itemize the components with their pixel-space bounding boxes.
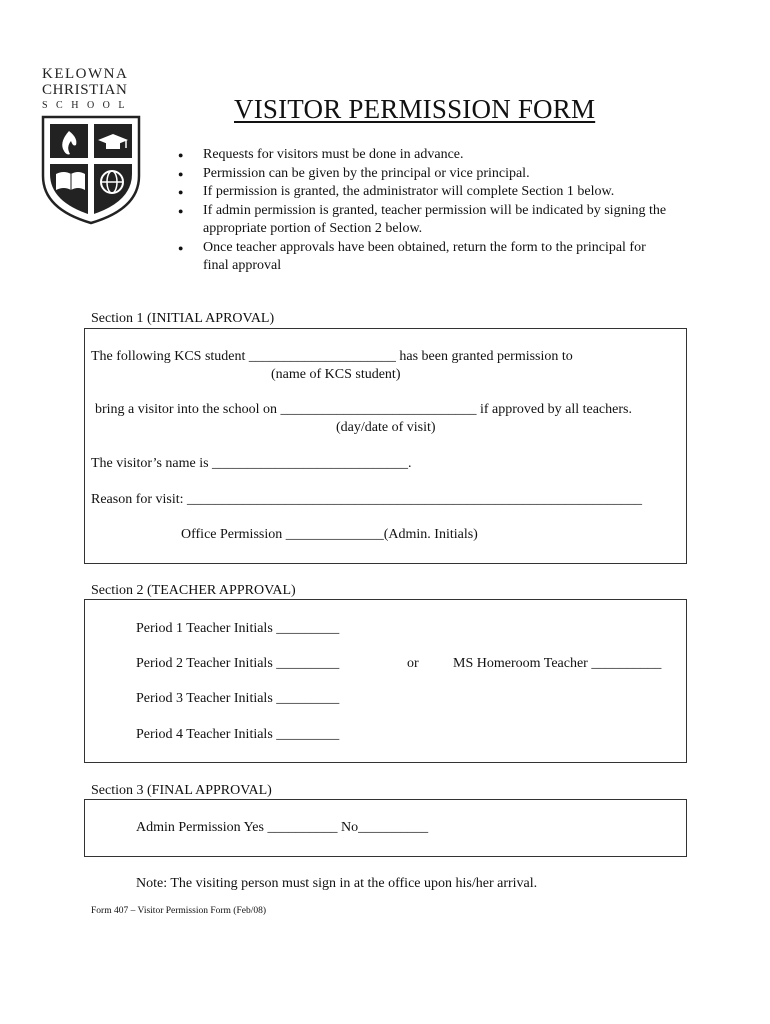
school-name-line1: KELOWNA: [42, 66, 129, 82]
instruction-item: ● If permission is granted, the administrator will complete Section 1 below.: [178, 183, 698, 202]
student-name-field[interactable]: The following KCS student _____________________ has been granted permission to: [91, 349, 573, 364]
ms-homeroom-field[interactable]: MS Homeroom Teacher __________: [453, 656, 662, 671]
visit-date-caption: (day/date of visit): [336, 420, 436, 435]
period2-initials-field[interactable]: Period 2 Teacher Initials _________: [136, 656, 340, 671]
instructions-list: [178, 146, 698, 276]
period4-initials-field[interactable]: Period 4 Teacher Initials _________: [136, 727, 340, 742]
period3-initials-field[interactable]: Period 3 Teacher Initials _________: [136, 691, 340, 706]
office-permission-field[interactable]: Office Permission ______________(Admin. Initials): [181, 527, 478, 542]
instruction-item: ● Once teacher approvals have been obtained, return the form to the principal for final approval: [178, 239, 673, 276]
arrival-note: Note: The visiting person must sign in at the office upon his/her arrival.: [136, 876, 538, 891]
section2-heading: Section 2 (TEACHER APPROVAL): [91, 583, 296, 598]
admin-permission-field[interactable]: Admin Permission Yes __________ No__________: [136, 820, 429, 835]
instruction-item: ● Requests for visitors must be done in advance.: [178, 146, 698, 165]
period1-initials-field[interactable]: Period 1 Teacher Initials _________: [136, 621, 340, 636]
school-name-line2: CHRISTIAN: [42, 82, 128, 98]
section1-heading: Section 1 (INITIAL APROVAL): [91, 311, 275, 326]
visit-date-field[interactable]: bring a visitor into the school on ____________________________ if approved by all teachers.: [95, 402, 632, 417]
reason-field[interactable]: Reason for visit: _________________________________________________________________: [91, 492, 643, 507]
instruction-item: ● Permission can be given by the principal or vice principal.: [178, 165, 698, 184]
or-label: or: [407, 656, 419, 671]
school-name-line3: S C H O O L: [42, 100, 128, 111]
form-title: VISITOR PERMISSION FORM: [234, 94, 596, 124]
form-footer: Form 407 – Visitor Permission Form (Feb/08): [91, 906, 267, 916]
visitor-name-field[interactable]: The visitor’s name is ____________________________.: [91, 456, 412, 471]
student-name-caption: (name of KCS student): [271, 367, 401, 382]
instruction-item: ● If admin permission is granted, teacher permission will be indicated by signing the appropriate portion of Section 2 below.: [178, 202, 698, 239]
school-crest-icon: [40, 114, 142, 226]
section3-heading: Section 3 (FINAL APPROVAL): [91, 783, 272, 798]
